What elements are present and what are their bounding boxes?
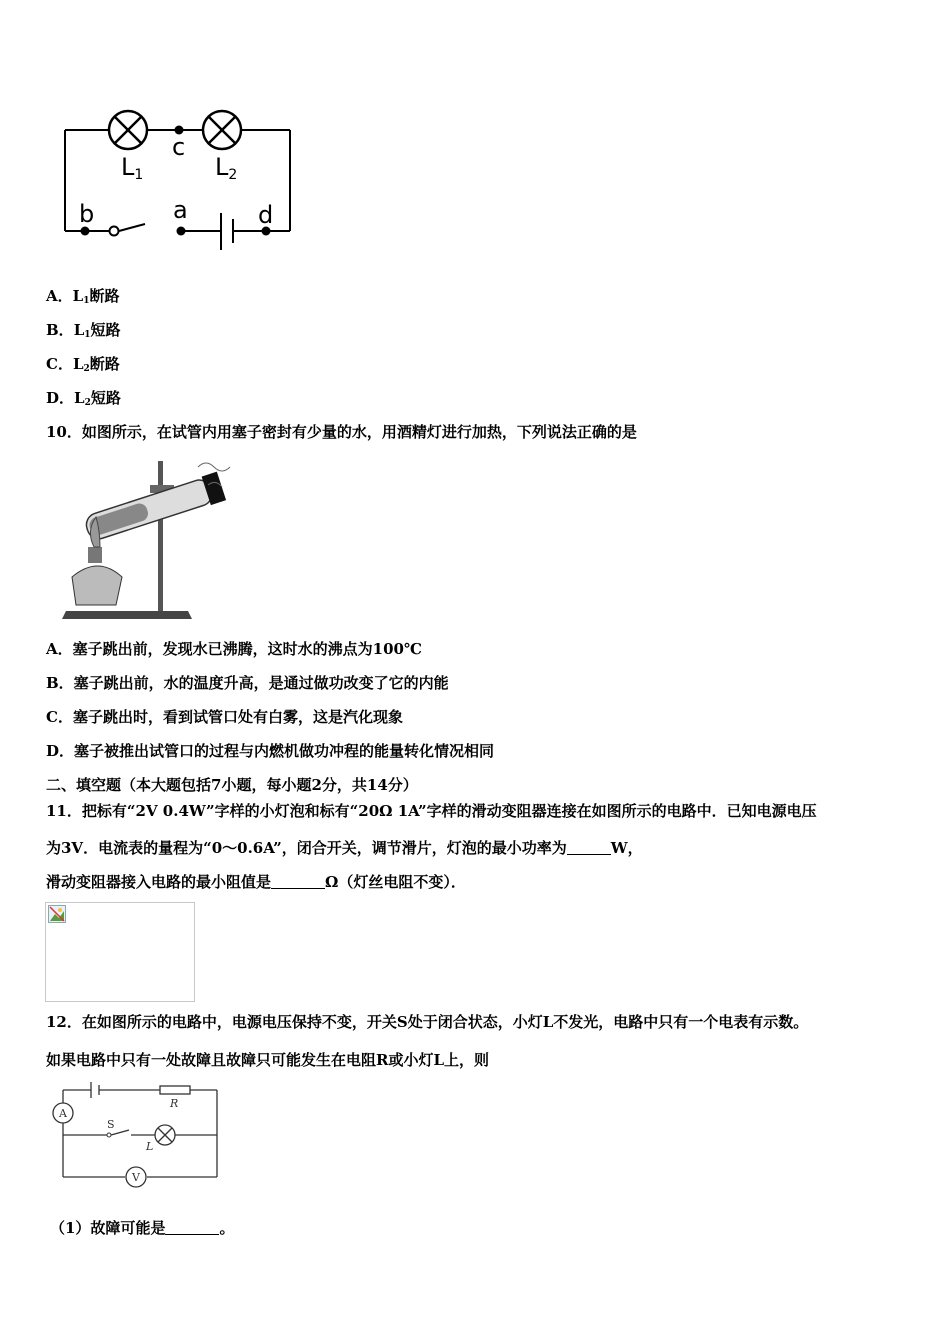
q10-option-c: C．塞子跳出时，看到试管口处有白雾，这是汽化现象 [46,708,403,726]
broken-image-icon [48,905,66,923]
q9-option-c: C．$L_2$断路 [46,355,120,374]
svg-text:c: c [172,133,186,161]
q10-option-a: A．塞子跳出前，发现水已沸腾，这时水的沸点为100℃ [46,640,422,658]
test-tube-heating-figure [58,455,238,623]
answer-blank[interactable] [271,874,325,889]
svg-text:S: S [107,1118,115,1131]
q10-stem: 10．如图所示，在试管内用塞子密封有少量的水，用酒精灯进行加热，下列说法正确的是 [46,423,637,441]
svg-text:A: A [59,1107,67,1120]
label-L2: L2 [215,153,238,183]
q9-option-a: A．$L_1$断路 [46,287,120,306]
answer-blank[interactable] [165,1220,219,1235]
q11-line1: 11．把标有“2V 0.4W”字样的小灯泡和标有“20Ω 1A”字样的滑动变阻器连接在如图所示的电路中．已知电源电压 [46,802,817,820]
q9-option-d: D．$L_2$短路 [46,389,121,408]
q12-line2: 如果电路中只有一处故障且故障只可能发生在电阻R或小灯L上，则 [46,1051,490,1069]
svg-text:R: R [170,1097,179,1110]
q11-line3: 滑动变阻器接入电路的最小阻值是 Ω（灯丝电阻不变）． [46,873,466,891]
svg-text:L: L [146,1140,154,1153]
svg-text:d: d [258,201,274,229]
answer-blank[interactable] [567,840,611,855]
q10-option-d: D．塞子被推出试管口的过程与内燃机做功冲程的能量转化情况相同 [46,742,495,760]
q12-line1: 12．在如图所示的电路中，电源电压保持不变，开关S处于闭合状态，小灯L不发光，电路中只有一个电表有示数。 [46,1013,809,1031]
svg-text:V: V [132,1171,140,1184]
lamp-L1-symbol [109,111,147,149]
section-heading: 二、填空题（本大题包括7小题，每小题2分，共14分） [46,776,418,794]
circuit-diagram-q9 [55,105,300,255]
svg-text:b: b [79,200,95,228]
label-L1: L1 [121,153,144,183]
q10-option-b: B．塞子跳出前，水的温度升高，是通过做功改变了它的内能 [46,674,449,692]
q12-sub1: （1）故障可能是 。 [50,1219,235,1237]
q9-option-b: B．$L_1$短路 [46,321,121,340]
lamp-L2-symbol [203,111,241,149]
circuit-diagram-q12 [45,1080,225,1195]
svg-text:a: a [173,196,188,224]
missing-circuit-image [45,902,195,1002]
q11-line2: 为3V．电流表的量程为“0～0.6A”，闭合开关，调节滑片，灯泡的最小功率为 W， [46,839,643,857]
